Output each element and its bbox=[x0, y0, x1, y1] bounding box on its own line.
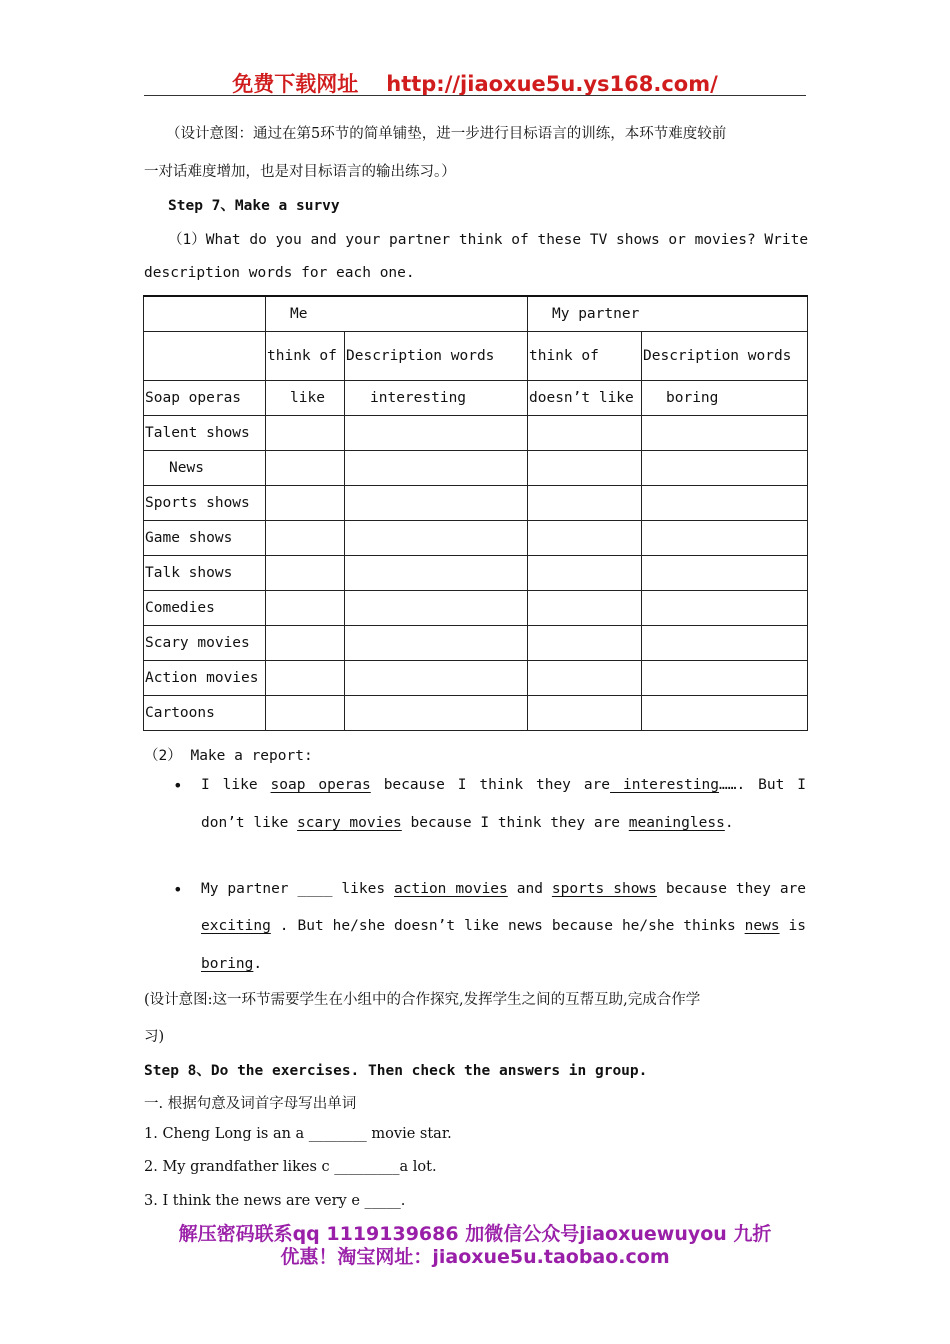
cell-partner-description[interactable] bbox=[642, 626, 808, 661]
bullet-1-icon: • bbox=[173, 776, 183, 795]
report-title: （2） Make a report: bbox=[144, 748, 313, 764]
exercise-question-3: 3. I think the news are very e _____. bbox=[144, 1193, 406, 1209]
cell-me-description[interactable] bbox=[345, 696, 528, 731]
cell-partner-think[interactable] bbox=[528, 661, 642, 696]
table-row bbox=[144, 486, 808, 521]
cell-me-description[interactable] bbox=[345, 451, 528, 486]
exercise-section-title: 一. 根据句意及词首字母写出单词 bbox=[144, 1096, 357, 1112]
cell-me-think[interactable] bbox=[266, 521, 345, 556]
cell-partner-description[interactable] bbox=[642, 556, 808, 591]
answer-sports-shows: sports shows bbox=[551, 881, 657, 897]
cell-me-think[interactable] bbox=[266, 591, 345, 626]
cell-me-description[interactable] bbox=[345, 661, 528, 696]
table-row bbox=[144, 521, 808, 556]
row-label: Talent shows bbox=[144, 416, 266, 451]
cell-me-think[interactable]: like bbox=[266, 381, 345, 416]
answer-interesting: interesting bbox=[610, 777, 720, 793]
step-7-question-line-2: description words for each one. bbox=[144, 265, 415, 281]
cell-me-description[interactable] bbox=[345, 486, 528, 521]
table-row bbox=[144, 381, 808, 416]
table-row bbox=[144, 591, 808, 626]
cell-partner-description[interactable] bbox=[642, 416, 808, 451]
exercise-question-1: 1. Cheng Long is an a ________ movie star. bbox=[144, 1126, 452, 1142]
cell-me-description[interactable] bbox=[345, 416, 528, 451]
footer-line-1: 解压密码联系qq 1119139686 加微信公众号jiaoxuewuyou 九折 bbox=[178, 1223, 772, 1245]
table-corner-cell bbox=[144, 296, 266, 332]
row-label: News bbox=[144, 451, 266, 486]
subheader-partner-description: Description words bbox=[642, 332, 808, 381]
subheader-partner-think-of: think of bbox=[528, 332, 642, 381]
report-bullet-1-line-2: don’t like scary movies because I think they are meaningless. bbox=[201, 815, 734, 831]
table-subheader-empty bbox=[144, 332, 266, 381]
row-label: Cartoons bbox=[144, 696, 266, 731]
answer-boring: boring bbox=[201, 956, 254, 972]
answer-action-movies: action movies bbox=[394, 881, 508, 897]
cell-me-think[interactable] bbox=[266, 626, 345, 661]
column-my-partner: My partner bbox=[528, 296, 808, 332]
exercise-question-2: 2. My grandfather likes c _________a lot. bbox=[144, 1159, 437, 1175]
answer-meaningless: meaningless bbox=[628, 815, 725, 831]
cell-me-think[interactable] bbox=[266, 486, 345, 521]
page-header bbox=[0, 68, 950, 98]
report-bullet-2-line-2: exciting . But he/she doesn’t like news because he/she thinks news is bbox=[201, 918, 806, 934]
row-label: Sports shows bbox=[144, 486, 266, 521]
cell-partner-think[interactable] bbox=[528, 591, 642, 626]
cell-partner-description[interactable] bbox=[642, 521, 808, 556]
table-row bbox=[144, 416, 808, 451]
cell-partner-think[interactable] bbox=[528, 486, 642, 521]
cell-partner-description[interactable] bbox=[642, 591, 808, 626]
header-divider bbox=[144, 95, 806, 96]
answer-exciting: exciting bbox=[201, 918, 271, 934]
intent-1-line-1: （设计意图：通过在第5环节的简单铺垫，进一步进行目标语言的训练，本环节难度较前 bbox=[166, 126, 727, 142]
cell-me-think[interactable] bbox=[266, 696, 345, 731]
cell-me-think[interactable] bbox=[266, 556, 345, 591]
report-bullet-2-line-1: My partner ____ likes action movies and sports shows because they are bbox=[201, 881, 807, 897]
cell-partner-think[interactable] bbox=[528, 416, 642, 451]
cell-me-description[interactable] bbox=[345, 521, 528, 556]
cell-me-description[interactable] bbox=[345, 626, 528, 661]
cell-partner-description[interactable] bbox=[642, 451, 808, 486]
cell-partner-think[interactable] bbox=[528, 696, 642, 731]
table-row bbox=[144, 451, 808, 486]
cell-me-description[interactable]: interesting bbox=[345, 381, 528, 416]
row-label: Soap operas bbox=[144, 381, 266, 416]
cell-me-think[interactable] bbox=[266, 416, 345, 451]
answer-scary-movies: scary movies bbox=[297, 815, 402, 831]
row-label: Talk shows bbox=[144, 556, 266, 591]
cell-me-think[interactable] bbox=[266, 661, 345, 696]
subheader-me-think-of: think of bbox=[266, 332, 345, 381]
table-header-row bbox=[144, 296, 808, 332]
report-bullet-1-line-1: I like soap operas because I think they are interesting……. But I bbox=[201, 777, 806, 793]
intent-2-line-1: (设计意图:这一环节需要学生在小组中的合作探究,发挥学生之间的互帮互助,完成合作学 bbox=[144, 992, 701, 1008]
cell-partner-description[interactable] bbox=[642, 696, 808, 731]
table-row bbox=[144, 696, 808, 731]
footer-line-2: 优惠！淘宝网址：jiaoxue5u.taobao.com bbox=[280, 1246, 670, 1268]
intent-2-line-2: 习) bbox=[144, 1029, 165, 1045]
cell-me-description[interactable] bbox=[345, 556, 528, 591]
cell-partner-think[interactable] bbox=[528, 556, 642, 591]
answer-soap-operas: soap operas bbox=[270, 777, 371, 793]
bullet-2-icon: • bbox=[173, 880, 183, 899]
table-row bbox=[144, 556, 808, 591]
table-subheader-row bbox=[144, 332, 808, 381]
column-me: Me bbox=[266, 296, 528, 332]
cell-partner-think[interactable] bbox=[528, 521, 642, 556]
survey-table bbox=[143, 295, 808, 731]
cell-partner-think[interactable] bbox=[528, 626, 642, 661]
step-7-question-line-1: （1）What do you and your partner think of these TV shows or movies? Write bbox=[168, 232, 809, 248]
table-row bbox=[144, 626, 808, 661]
subheader-me-description: Description words bbox=[345, 332, 528, 381]
cell-partner-think[interactable]: doesn’t like bbox=[528, 381, 642, 416]
step-8-title: Step 8、Do the exercises. Then check the answers in group. bbox=[144, 1063, 648, 1079]
report-bullet-2-line-3: boring. bbox=[201, 956, 263, 972]
answer-news: news bbox=[744, 918, 780, 934]
cell-partner-think[interactable] bbox=[528, 451, 642, 486]
cell-partner-description[interactable] bbox=[642, 661, 808, 696]
row-label: Game shows bbox=[144, 521, 266, 556]
cell-me-description[interactable] bbox=[345, 591, 528, 626]
step-7-title: Step 7、Make a survy bbox=[168, 198, 340, 214]
row-label: Comedies bbox=[144, 591, 266, 626]
cell-me-think[interactable] bbox=[266, 451, 345, 486]
header-title: 免费下载网址 bbox=[232, 72, 359, 96]
cell-partner-description[interactable] bbox=[642, 486, 808, 521]
row-label: Action movies bbox=[144, 661, 266, 696]
cell-partner-description[interactable]: boring bbox=[642, 381, 808, 416]
row-label: Scary movies bbox=[144, 626, 266, 661]
header-url[interactable]: http://jiaoxue5u.ys168.com/ bbox=[386, 72, 718, 96]
table-row bbox=[144, 661, 808, 696]
intent-1-line-2: 一对话难度增加，也是对目标语言的输出练习。） bbox=[144, 164, 456, 180]
blank-partner[interactable]: ____ bbox=[297, 881, 333, 897]
